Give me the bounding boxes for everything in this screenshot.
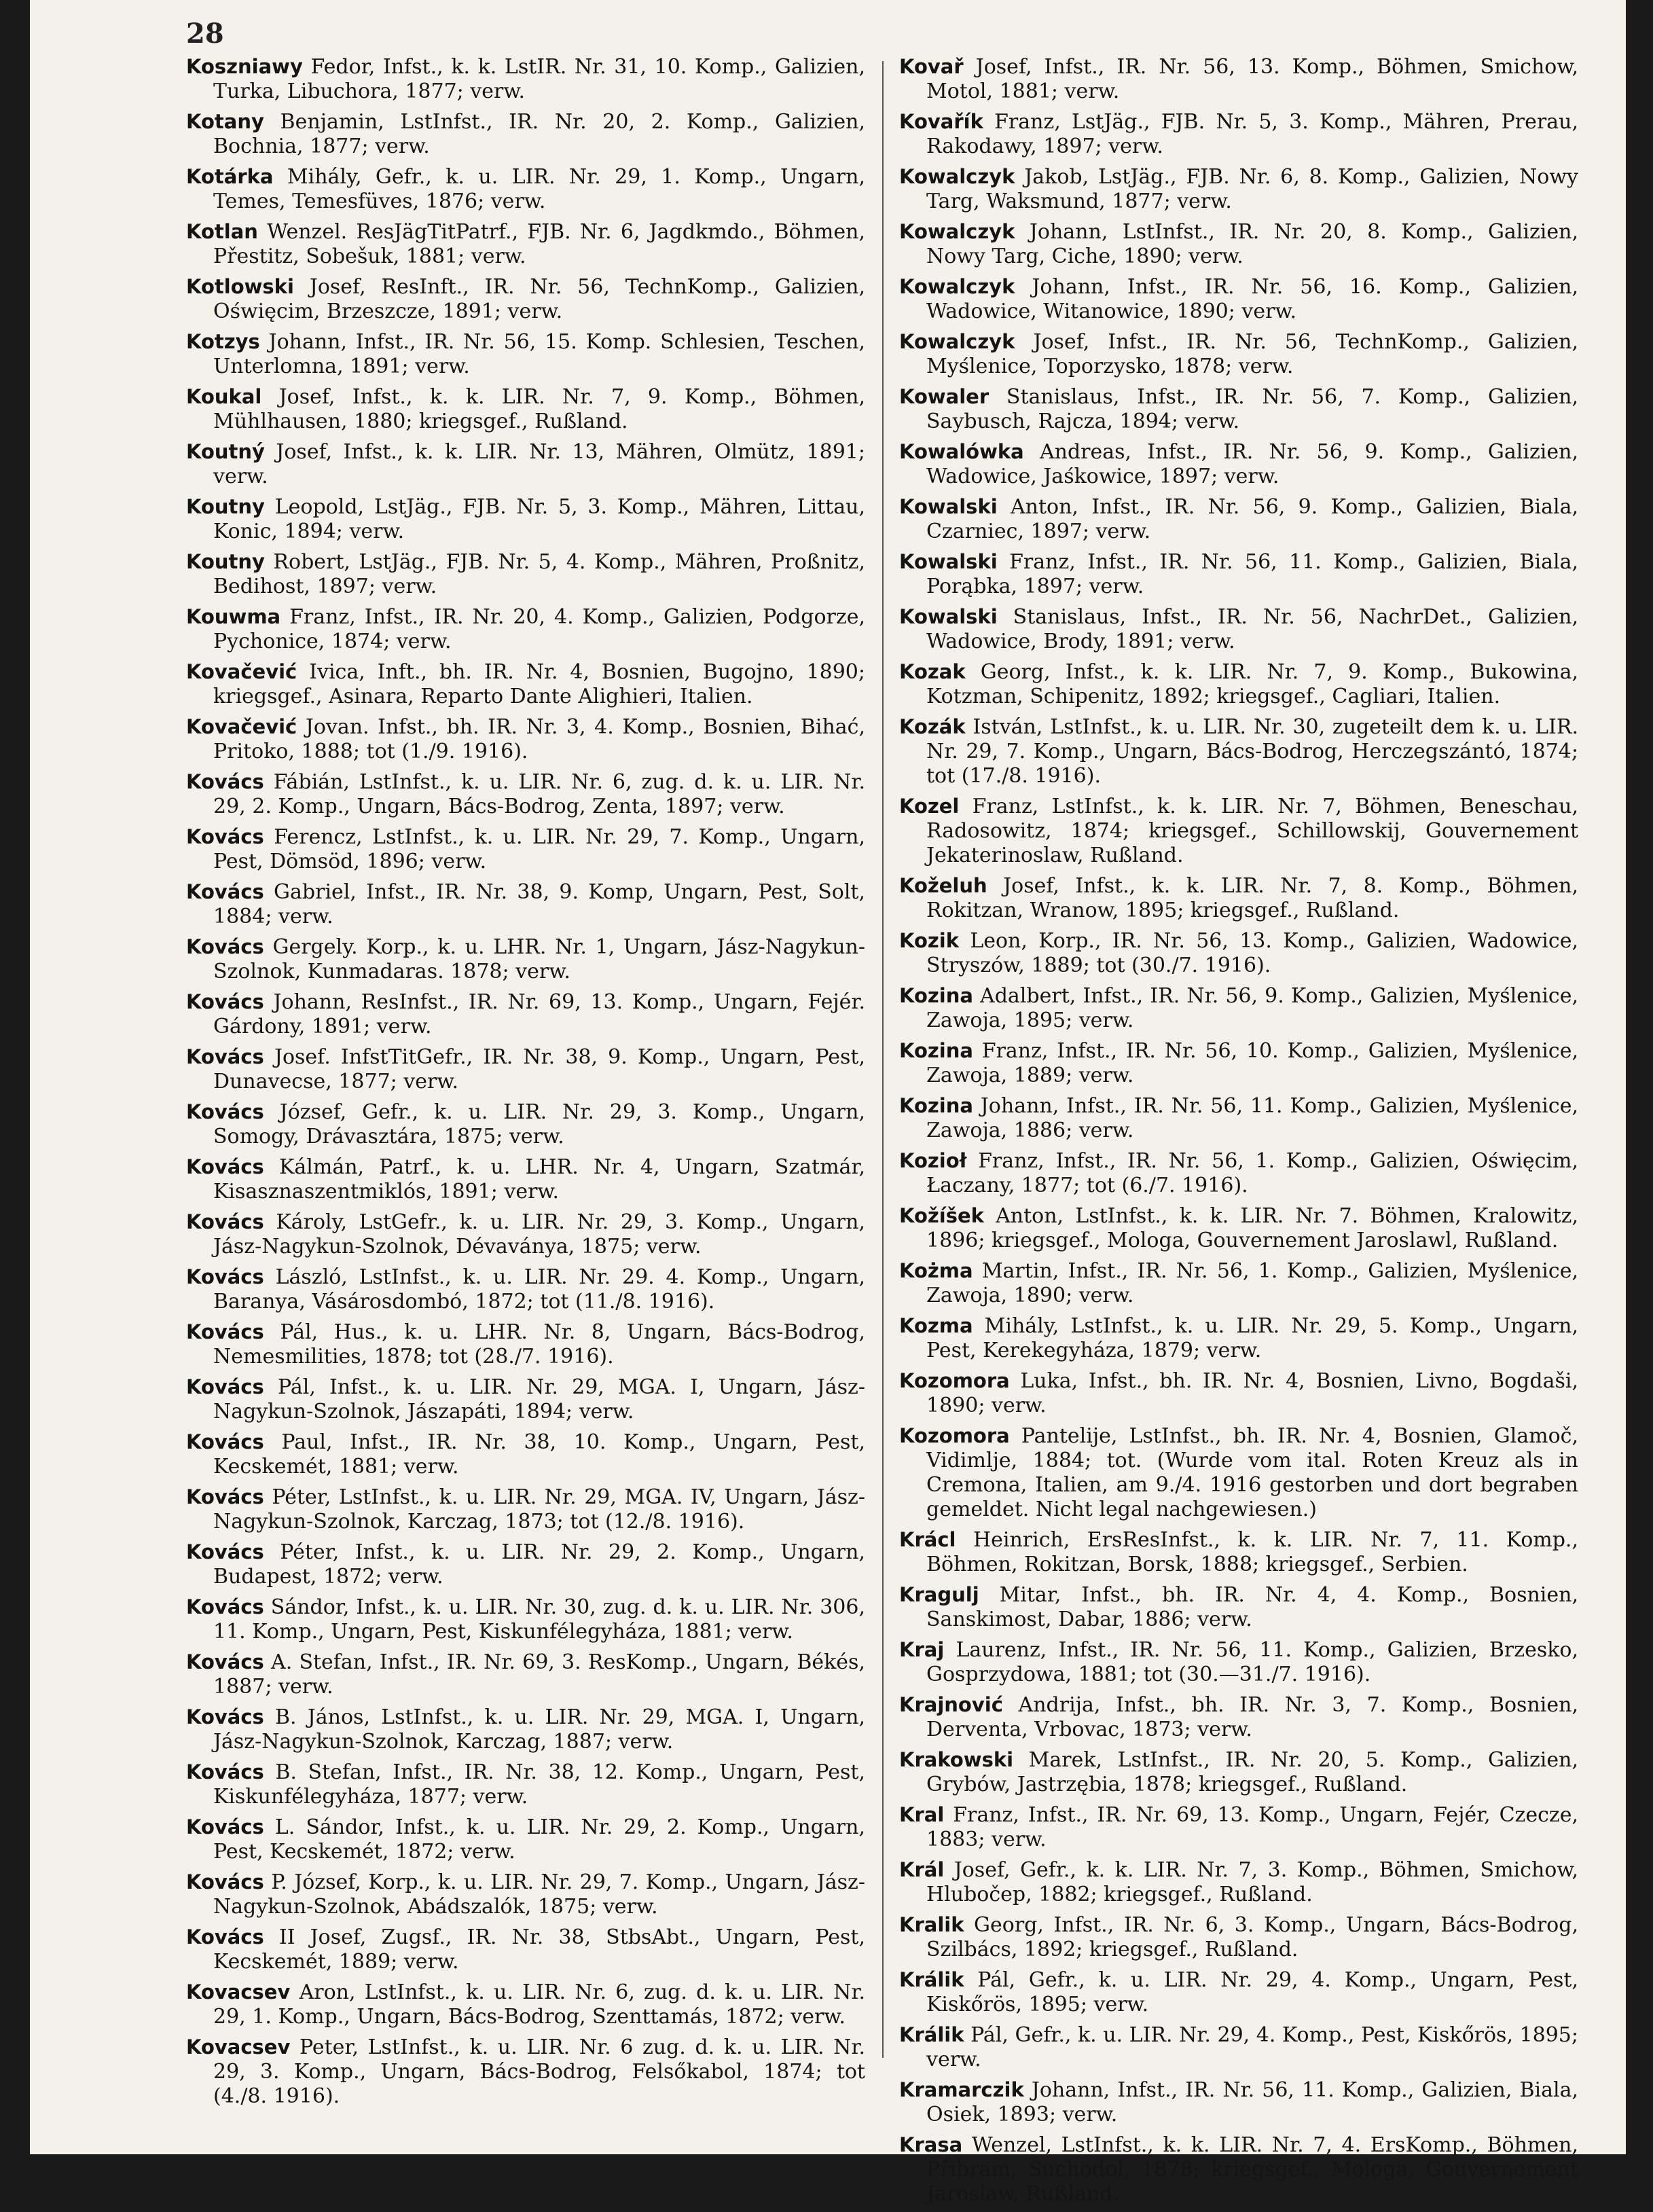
register-entry [899,549,1578,599]
entry-details: Robert, LstJäg., FJB. Nr. 5, 4. Komp., Mähren, Proßnitz, Bedihost, 1897; verw. [213,550,865,598]
entry-details: Franz, Infst., IR. Nr. 56, 11. Komp., Galizien, Biala, Porąbka, 1897; verw. [926,550,1578,598]
register-entry [899,794,1578,868]
entry-details: Pál, Infst., k. u. LIR. Nr. 29, MGA. I, Ungarn, Jász-Nagykun-Szolnok, Jászapáti, 1894; verw. [213,1375,866,1424]
entry-details: Gergely. Korp., k. u. LHR. Nr. 1, Ungarn, Jász-Nagykun-Szolnok, Kunmadaras. 1878; verw. [213,935,865,983]
entry-details: Ivica, Inft., bh. IR. Nr. 4, Bosnien, Bugojno, 1890; kriegsgef., Asinara, Reparto Dante Alighieri, Italien. [213,660,865,708]
entry-details: Josef, Infst., IR. Nr. 56, 13. Komp., Böhmen, Smichow, Motol, 1881; verw. [926,55,1578,103]
entry-surname: Kovacsev [186,2035,291,2059]
entry-surname: Kowalski [899,550,998,573]
entry-surname: Koutný [186,440,265,463]
register-entry [186,1100,865,1149]
register-entry [186,494,865,544]
register-entry [899,384,1578,434]
register-entry [186,549,865,599]
register-entry [899,2133,1578,2207]
register-entry [186,1705,865,1754]
register-entry [899,109,1578,159]
entry-details: Mitar, Infst., bh. IR. Nr. 4, 4. Komp., Bosnien, Sanskimost, Dabar, 1886; verw. [926,1583,1578,1631]
register-entry [186,714,865,764]
register-entry [186,935,865,984]
entry-details: Paul, Infst., IR. Nr. 38, 10. Komp., Ungarn, Pest, Kecskemét, 1881; verw. [213,1430,865,1479]
entry-details: Marek, LstInfst., IR. Nr. 20, 5. Komp., Galizien, Grybów, Jastrzębia, 1878; kriegsgef., Rußland. [926,1748,1579,1796]
entry-surname: Kovács [186,1595,264,1618]
entry-surname: Kovács [186,880,264,903]
entry-surname: Kozak [899,660,966,683]
entry-surname: Kovačević [186,660,297,683]
entry-surname: Kovács [186,1815,264,1838]
entry-surname: Kovař [899,55,964,78]
entry-details: L. Sándor, Infst., k. u. LIR. Nr. 29, 2. Komp., Ungarn, Pest, Kecskemét, 1872; verw. [213,1815,865,1864]
entry-surname: Kożma [899,1259,973,1282]
register-entry [899,1258,1578,1308]
register-entry [186,1320,865,1369]
entry-surname: Kovács [186,1045,264,1068]
register-entry [899,1582,1578,1632]
entry-details: Martin, Infst., IR. Nr. 56, 1. Komp., Galizien, Myślenice, Zawoja, 1890; verw. [926,1259,1578,1307]
register-entry [186,1540,865,1589]
entry-surname: Kraj [899,1638,945,1661]
entry-surname: Kovács [186,1265,264,1288]
entry-details: Josef. InfstTitGefr., IR. Nr. 38, 9. Komp., Ungarn, Pest, Dunavecse, 1877; verw. [213,1045,865,1093]
entry-surname: Kožíšek [899,1204,984,1227]
entry-details: Aron, LstInfst., k. u. LIR. Nr. 6, zug. d. k. u. LIR. Nr. 29, 1. Komp., Ungarn, Bács-Bodrog, Szenttamás, 1872; verw. [213,1980,865,2029]
entry-surname: Kovács [186,1155,264,1178]
entry-details: Johann, Infst., IR. Nr. 56, 11. Komp., Galizien, Myślenice, Zawoja, 1886; verw. [926,1094,1578,1142]
entry-details: Pál, Hus., k. u. LHR. Nr. 8, Ungarn, Bács-Bodrog, Nemesmilities, 1878; tot (28./7. 1916). [213,1320,865,1368]
register-entry [186,1595,865,1644]
entry-surname: Koutny [186,550,265,573]
entry-details: Josef, Infst., k. k. LIR. Nr. 13, Mähren, Olmütz, 1891; verw. [213,440,865,488]
register-entry [899,1968,1578,2017]
register-entry [186,659,865,709]
register-entry [186,329,865,379]
entry-details: B. Stefan, Infst., IR. Nr. 38, 12. Komp., Ungarn, Pest, Kiskunfélegyháza, 1877; verw. [213,1760,865,1809]
entry-details: Anton, Infst., IR. Nr. 56, 9. Komp., Galizien, Biala, Czarniec, 1897; verw. [926,495,1578,543]
entry-surname: Kouwma [186,605,281,628]
entry-surname: Kovács [186,825,264,848]
entry-surname: Krajnović [899,1693,1003,1716]
entry-surname: Kozik [899,929,959,952]
entry-surname: Koukal [186,385,262,408]
entry-surname: Kotzys [186,330,260,353]
entry-surname: Kral [899,1803,945,1826]
entry-details: Anton, LstInfst., k. k. LIR. Nr. 7. Böhmen, Kralowitz, 1896; kriegsgef., Mologa, Gouvernement Jaroslawl, Rußland. [926,1204,1579,1252]
register-entry [899,714,1578,788]
register-entry [186,1430,865,1479]
entry-surname: Kovács [186,935,264,958]
entry-details: Ferencz, LstInfst., k. u. LIR. Nr. 29, 7. Komp., Ungarn, Pest, Dömsöd, 1896; verw. [213,825,866,873]
register-entry [899,439,1578,489]
entry-surname: Kovács [186,1430,264,1453]
entry-surname: Kozomora [899,1369,1010,1392]
register-entry [899,1203,1578,1253]
entry-surname: Koutny [186,495,265,518]
entry-surname: Kotlan [186,220,258,243]
page-number: 28 [186,18,224,50]
entry-details: Jakob, LstJäg., FJB. Nr. 6, 8. Komp., Galizien, Nowy Targ, Waksmund, 1877; verw. [926,165,1578,213]
entry-surname: Kozomora [899,1424,1010,1447]
register-entry [186,274,865,324]
entry-surname: Kramarczik [899,2078,1024,2101]
entry-surname: Kovács [186,1540,264,1563]
register-entry [899,873,1578,923]
entry-details: Josef, Gefr., k. k. LIR. Nr. 7, 3. Komp., Böhmen, Smichow, Hlubočep, 1882; kriegsgef., Rußland. [926,1858,1578,1906]
register-entry [899,604,1578,654]
entry-surname: Kotlowski [186,275,294,298]
register-entry [899,1038,1578,1088]
register-entry [186,1210,865,1259]
entry-details: Johann, Infst., IR. Nr. 56, 11. Komp., Galizien, Biala, Osiek, 1893; verw. [926,2078,1578,2126]
register-entry [899,1637,1578,1687]
entry-details: István, LstInfst., k. u. LIR. Nr. 30, zugeteilt dem k. u. LIR. Nr. 29, 7. Komp., Ungarn, Bács-Bodrog, Herczegszántó, 1874; tot (17./8. 1916). [926,715,1578,788]
entry-details: Péter, Infst., k. u. LIR. Nr. 29, 2. Komp., Ungarn, Budapest, 1872; verw. [213,1540,865,1589]
document-page [30,0,1626,2206]
entry-details: Johann, LstInfst., IR. Nr. 20, 8. Komp., Galizien, Nowy Targ, Ciche, 1890; verw. [926,220,1578,268]
entry-surname: Kowalczyk [899,330,1015,353]
register-entry [899,1093,1578,1143]
entry-details: B. János, LstInfst., k. u. LIR. Nr. 29, MGA. I, Ungarn, Jász-Nagykun-Szolnok, Karczag, 1887; verw. [213,1705,865,1754]
entry-surname: Kovács [186,1650,264,1673]
entry-surname: Kovács [186,1210,264,1233]
entry-surname: Koszniawy [186,55,303,78]
entry-surname: Kowalczyk [899,165,1015,188]
entry-details: Wenzel, LstInfst., k. k. LIR. Nr. 7, 4. ErsKomp., Böhmen, Přibram, Suchodol, 1878; kriegsgef., Mologa, Gouvernement Jaroslaw, Rußland. [926,2133,1578,2206]
entry-details: Fedor, Infst., k. k. LstIR. Nr. 31, 10. Komp., Galizien, Turka, Libuchora, 1877; verw. [213,55,865,103]
register-entry [186,990,865,1039]
entry-details: Georg, Infst., k. k. LIR. Nr. 7, 9. Komp., Bukowina, Kotzman, Schipenitz, 1892; kriegsgef., Cagliari, Italien. [926,660,1578,708]
register-entry [186,384,865,434]
entry-details: Mihály, Gefr., k. u. LIR. Nr. 29, 1. Komp., Ungarn, Temes, Temesfüves, 1876; verw. [213,165,865,213]
entry-details: A. Stefan, Infst., IR. Nr. 69, 3. ResKomp., Ungarn, Békés, 1887; verw. [213,1650,865,1699]
entry-surname: Kozina [899,1094,973,1117]
entry-details: Josef, Infst., IR. Nr. 56, TechnKomp., Galizien, Myślenice, Toporzysko, 1878; verw. [926,330,1578,378]
entry-details: Pantelije, LstInfst., bh. IR. Nr. 4, Bosnien, Glamoč, Vidimlje, 1884; tot. (Wurde vom ital. Roten Kreuz als in Cremona, Italien, am 9./4. 1916 gestorben und dort begraben gemeldet. Nicht legal nachgewiesen.) [926,1424,1578,1521]
entry-surname: Krácl [899,1528,956,1551]
register-entry [186,1155,865,1204]
entry-surname: Kralik [899,1913,964,1936]
register-entry [186,2035,865,2109]
entry-details: Károly, LstGefr., k. u. LIR. Nr. 29, 3. Komp., Ungarn, Jász-Nagykun-Szolnok, Dévaványa, 1875; verw. [213,1210,865,1258]
entry-surname: Kozák [899,715,966,738]
entry-details: Peter, LstInfst., k. u. LIR. Nr. 6 zug. d. k. u. LIR. Nr. 29, 3. Komp., Ungarn, Bács-Bodrog, Felsőkabol, 1874; tot (4./8. 1916). [213,2035,865,2108]
register-entry [899,1527,1578,1577]
register-entry [186,769,865,819]
register-entry [899,219,1578,269]
register-entry [186,1375,865,1424]
entry-details: Andrija, Infst., bh. IR. Nr. 3, 7. Komp., Bosnien, Derventa, Vrbovac, 1873; verw. [926,1693,1578,1741]
entry-surname: Kowaler [899,385,989,408]
entry-details: László, LstInfst., k. u. LIR. Nr. 29. 4. Komp., Ungarn, Baranya, Vásárosdombó, 1872; tot (11./8. 1916). [213,1265,865,1313]
entry-surname: Krasa [899,2133,963,2156]
entry-details: Kálmán, Patrf., k. u. LHR. Nr. 4, Ungarn, Szatmár, Kisasznaszentmiklós, 1891; verw. [213,1155,865,1203]
entry-surname: Kotárka [186,165,274,188]
entry-surname: Kotany [186,110,264,133]
entry-surname: Kovács [186,1100,264,1123]
entry-details: Wenzel. ResJägTitPatrf., FJB. Nr. 6, Jagdkmdo., Böhmen, Přestitz, Sobešuk, 1881; verw. [213,220,865,268]
right-column [899,54,1578,2212]
register-entry [186,1760,865,1809]
entry-details: P. József, Korp., k. u. LIR. Nr. 29, 7. Komp., Ungarn, Jász-Nagykun-Szolnok, Abádszalók, 1875; verw. [213,1870,865,1919]
entry-surname: Kovács [186,1705,264,1728]
register-entry [899,1912,1578,1962]
register-entry [899,54,1578,104]
entry-details: Franz, Infst., IR. Nr. 56, 1. Komp., Galizien, Oświęcim, Łaczany, 1877; tot (6./7. 1916). [926,1149,1578,1197]
entry-details: Georg, Infst., IR. Nr. 6, 3. Komp., Ungarn, Bács-Bodrog, Szilbács, 1892; kriegsgef., Rußland. [926,1913,1578,1961]
entry-surname: Kozina [899,1039,973,1062]
entry-surname: Koželuh [899,874,987,897]
entry-details: Sándor, Infst., k. u. LIR. Nr. 30, zug. d. k. u. LIR. Nr. 306, 11. Komp., Ungarn, Pest, Kiskunfélegyháza, 1881; verw. [213,1595,865,1644]
entry-surname: Kowalówka [899,440,1024,463]
entry-details: Laurenz, Infst., IR. Nr. 56, 11. Komp., Galizien, Brzesko, Gosprzydowa, 1881; tot (30.—31./7. 1916). [926,1638,1578,1686]
entry-details: Franz, Infst., IR. Nr. 20, 4. Komp., Galizien, Podgorze, Pychonice, 1874; verw. [213,605,865,653]
entry-details: Franz, LstInfst., k. k. LIR. Nr. 7, Böhmen, Beneschau, Radosowitz, 1874; kriegsgef., Schillowskij, Gouvernement Jekaterinoslaw, Rußland. [926,795,1578,867]
register-entry [899,1368,1578,1418]
register-entry [899,1857,1578,1907]
entry-surname: Kovács [186,1320,264,1343]
entry-details: Franz, Infst., IR. Nr. 56, 10. Komp., Galizien, Myślenice, Zawoja, 1889; verw. [926,1039,1578,1087]
entry-details: Johann, Infst., IR. Nr. 56, 15. Komp. Schlesien, Teschen, Unterlomna, 1891; verw. [213,330,865,378]
entry-surname: Kovács [186,990,264,1013]
column-divider [882,61,884,2058]
register-entry [899,274,1578,324]
register-entry [186,54,865,104]
entry-details: II Josef, Zugsf., IR. Nr. 38, StbsAbt., Ungarn, Pest, Kecskemét, 1889; verw. [213,1925,865,1974]
entry-surname: Kovács [186,1870,264,1893]
entry-surname: Kowalczyk [899,220,1015,243]
register-entry [899,1424,1578,1522]
entry-details: Stanislaus, Infst., IR. Nr. 56, NachrDet., Galizien, Wadowice, Brody, 1891; verw. [926,605,1578,653]
register-entry [186,1265,865,1314]
entry-details: Leon, Korp., IR. Nr. 56, 13. Komp., Galizien, Wadowice, Stryszów, 1889; tot (30./7. 1916). [926,929,1578,977]
register-entry [899,2023,1578,2072]
register-entry [899,1747,1578,1797]
entry-surname: Kovács [186,1375,264,1398]
entry-details: Stanislaus, Infst., IR. Nr. 56, 7. Komp., Galizien, Saybusch, Rajcza, 1894; verw. [926,385,1579,433]
register-entry [899,494,1578,544]
entry-surname: Král [899,1858,945,1881]
entry-details: Franz, LstJäg., FJB. Nr. 5, 3. Komp., Mähren, Prerau, Rakodawy, 1897; verw. [926,110,1578,158]
register-entry [899,164,1578,214]
entry-surname: Kragulj [899,1583,979,1606]
left-column [186,54,865,2114]
register-entry [186,1650,865,1699]
entry-surname: Kovács [186,1485,264,1508]
entry-surname: Kovács [186,1925,264,1948]
entry-surname: Králik [899,1968,964,1991]
entry-details: Andreas, Infst., IR. Nr. 56, 9. Komp., Galizien, Wadowice, Jaśkowice, 1897; verw. [926,440,1578,488]
register-entry [899,928,1578,978]
register-entry [186,1815,865,1864]
register-entry [186,439,865,489]
entry-details: Franz, Infst., IR. Nr. 69, 13. Komp., Ungarn, Fejér, Czecze, 1883; verw. [926,1803,1578,1851]
entry-details: Péter, LstInfst., k. u. LIR. Nr. 29, MGA. IV, Ungarn, Jász-Nagykun-Szolnok, Karczag, 1873; tot (12./8. 1916). [213,1485,865,1534]
register-entry [186,880,865,929]
entry-surname: Kovačević [186,715,297,738]
register-entry [899,2078,1578,2127]
entry-surname: Kovács [186,770,264,793]
register-entry [899,659,1578,709]
register-entry [186,109,865,159]
entry-surname: Kozina [899,984,973,1007]
entry-details: Jovan. Infst., bh. IR. Nr. 3, 4. Komp., Bosnien, Bihać, Pritoko, 1888; tot (1./9. 1916). [213,715,865,763]
entry-details: Adalbert, Infst., IR. Nr. 56, 9. Komp., Galizien, Myślenice, Zawoja, 1895; verw. [926,984,1578,1032]
entry-surname: Kozma [899,1314,973,1337]
entry-details: Benjamin, LstInfst., IR. Nr. 20, 2. Komp., Galizien, Bochnia, 1877; verw. [213,110,865,158]
register-entry [186,1870,865,1919]
entry-surname: Krakowski [899,1748,1014,1771]
register-entry [186,1485,865,1534]
entry-details: Mihály, LstInfst., k. u. LIR. Nr. 29, 5. Komp., Ungarn, Pest, Kerekegyháza, 1879; verw. [926,1314,1578,1362]
entry-details: Luka, Infst., bh. IR. Nr. 4, Bosnien, Livno, Bogdaši, 1890; verw. [926,1369,1578,1417]
entry-details: Josef, Infst., k. k. LIR. Nr. 7, 9. Komp., Böhmen, Mühlhausen, 1880; kriegsgef., Rußland. [213,385,865,433]
register-entry [186,604,865,654]
register-entry [186,1925,865,1974]
entry-details: Johann, ResInfst., IR. Nr. 69, 13. Komp., Ungarn, Fejér. Gárdony, 1891; verw. [213,990,865,1038]
entry-surname: Kovács [186,1760,264,1783]
register-entry [899,1692,1578,1742]
register-entry [899,983,1578,1033]
entry-details: József, Gefr., k. u. LIR. Nr. 29, 3. Komp., Ungarn, Somogy, Drávasztára, 1875; verw. [213,1100,865,1148]
register-entry [186,824,865,874]
register-entry [899,1313,1578,1363]
register-entry [186,1045,865,1094]
entry-surname: Kowalski [899,495,998,518]
entry-surname: Kovařík [899,110,983,133]
register-entry [186,1980,865,2029]
register-entry [186,219,865,269]
register-entry [899,1148,1578,1198]
entry-details: Heinrich, ErsResInfst., k. k. LIR. Nr. 7, 11. Komp., Böhmen, Rokitzan, Borsk, 1888; kriegsgef., Serbien. [926,1528,1578,1576]
entry-details: Gabriel, Infst., IR. Nr. 38, 9. Komp, Ungarn, Pest, Solt, 1884; verw. [213,880,865,928]
entry-surname: Králik [899,2023,964,2046]
entry-surname: Kozel [899,795,960,818]
entry-surname: Kowalski [899,605,998,628]
entry-surname: Kozioł [899,1149,967,1172]
entry-details: Pál, Gefr., k. u. LIR. Nr. 29, 4. Komp., Ungarn, Pest, Kiskőrös, 1895; verw. [926,1968,1578,2016]
entry-details: Josef, Infst., k. k. LIR. Nr. 7, 8. Komp., Böhmen, Rokitzan, Wranow, 1895; kriegsgef., Rußland. [926,874,1578,922]
entry-surname: Kowalczyk [899,275,1015,298]
register-entry [899,329,1578,379]
entry-details: Fábián, LstInfst., k. u. LIR. Nr. 6, zug. d. k. u. LIR. Nr. 29, 2. Komp., Ungarn, Bács-Bodrog, Zenta, 1897; verw. [213,770,865,818]
register-entry [899,1802,1578,1852]
register-entry [186,164,865,214]
entry-details: Josef, ResInft., IR. Nr. 56, TechnKomp., Galizien, Oświęcim, Brzeszcze, 1891; verw. [213,275,865,323]
entry-details: Pál, Gefr., k. u. LIR. Nr. 29, 4. Komp., Pest, Kiskőrös, 1895; verw. [926,2023,1578,2071]
entry-details: Leopold, LstJäg., FJB. Nr. 5, 3. Komp., Mähren, Littau, Konic, 1894; verw. [213,495,865,543]
entry-details: Johann, Infst., IR. Nr. 56, 16. Komp., Galizien, Wadowice, Witanowice, 1890; verw. [926,275,1578,323]
entry-surname: Kovacsev [186,1980,291,2004]
